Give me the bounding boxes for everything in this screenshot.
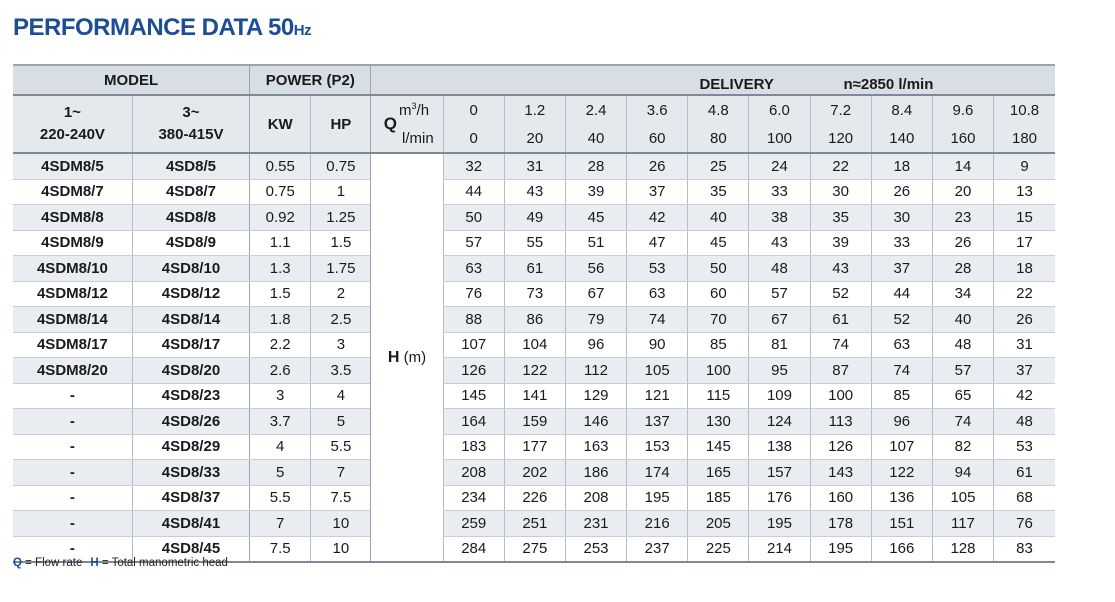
head-value: 164 bbox=[443, 409, 504, 435]
head-value: 61 bbox=[810, 307, 871, 333]
head-value: 35 bbox=[688, 179, 749, 205]
q-lmin-cell: 180 bbox=[994, 124, 1055, 153]
head-value: 37 bbox=[871, 256, 932, 282]
head-value: 70 bbox=[688, 307, 749, 333]
head-value: 74 bbox=[932, 409, 993, 435]
volt1-label: 220-240V bbox=[39, 126, 105, 143]
delivery-label: DELIVERY bbox=[699, 75, 774, 93]
head-value: 183 bbox=[443, 434, 504, 460]
head-value: 83 bbox=[994, 536, 1055, 562]
head-label-cell bbox=[371, 153, 443, 562]
page-title bbox=[13, 14, 311, 42]
head-value: 195 bbox=[749, 511, 810, 537]
q-lmin-cell: 0 bbox=[443, 124, 504, 153]
head-value: 85 bbox=[688, 332, 749, 358]
model-three-phase: 4SD8/5 bbox=[132, 153, 249, 179]
kw-header: KW bbox=[250, 95, 311, 153]
head-value: 79 bbox=[565, 307, 626, 333]
head-value: 105 bbox=[932, 485, 993, 511]
power-kw: 0.92 bbox=[250, 205, 311, 231]
power-kw: 5.5 bbox=[250, 485, 311, 511]
head-value: 234 bbox=[443, 485, 504, 511]
model-three-phase: 4SD8/33 bbox=[132, 460, 249, 486]
head-value: 176 bbox=[749, 485, 810, 511]
h-unit: (m) bbox=[403, 348, 427, 366]
head-value: 159 bbox=[504, 409, 565, 435]
model-three-phase: 4SD8/17 bbox=[132, 332, 249, 358]
q-lmin-cell: 80 bbox=[688, 124, 749, 153]
head-value: 112 bbox=[565, 358, 626, 384]
model-single-phase: 4SDM8/7 bbox=[13, 179, 132, 205]
head-value: 165 bbox=[688, 460, 749, 486]
q-m3h-cell: 0 bbox=[443, 95, 504, 124]
head-value: 26 bbox=[627, 153, 688, 179]
head-value: 32 bbox=[443, 153, 504, 179]
head-value: 18 bbox=[994, 256, 1055, 282]
head-value: 24 bbox=[749, 153, 810, 179]
table-row bbox=[13, 205, 1055, 231]
power-hp: 5 bbox=[311, 409, 371, 435]
q-m3h-cell: 10.8 bbox=[994, 95, 1055, 124]
head-value: 124 bbox=[749, 409, 810, 435]
power-hp: 2 bbox=[311, 281, 371, 307]
head-value: 122 bbox=[871, 460, 932, 486]
head-value: 48 bbox=[749, 256, 810, 282]
head-value: 51 bbox=[565, 230, 626, 256]
head-value: 107 bbox=[871, 434, 932, 460]
head-value: 60 bbox=[688, 281, 749, 307]
header-row-m3h bbox=[13, 95, 1055, 124]
head-value: 117 bbox=[932, 511, 993, 537]
head-value: 128 bbox=[932, 536, 993, 562]
head-value: 82 bbox=[932, 434, 993, 460]
footer-q-text: = Flow rate bbox=[21, 557, 83, 569]
head-value: 35 bbox=[810, 205, 871, 231]
head-value: 85 bbox=[871, 383, 932, 409]
head-value: 94 bbox=[932, 460, 993, 486]
q-m3h-cell: 9.6 bbox=[932, 95, 993, 124]
head-value: 225 bbox=[688, 536, 749, 562]
head-value: 14 bbox=[932, 153, 993, 179]
head-value: 129 bbox=[565, 383, 626, 409]
head-value: 22 bbox=[810, 153, 871, 179]
model-single-phase: 4SDM8/10 bbox=[13, 256, 132, 282]
power-kw: 1.3 bbox=[250, 256, 311, 282]
head-value: 49 bbox=[504, 205, 565, 231]
head-value: 18 bbox=[871, 153, 932, 179]
power-hp: 5.5 bbox=[311, 434, 371, 460]
head-value: 237 bbox=[627, 536, 688, 562]
head-value: 26 bbox=[871, 179, 932, 205]
head-value: 151 bbox=[871, 511, 932, 537]
hp-header: HP bbox=[311, 95, 371, 153]
head-value: 17 bbox=[994, 230, 1055, 256]
head-value: 208 bbox=[565, 485, 626, 511]
head-value: 57 bbox=[932, 358, 993, 384]
head-value: 65 bbox=[932, 383, 993, 409]
table-row bbox=[13, 460, 1055, 486]
power-hp: 7 bbox=[311, 460, 371, 486]
q-m3h-cell: 6.0 bbox=[749, 95, 810, 124]
table-body bbox=[13, 65, 1055, 562]
head-value: 44 bbox=[443, 179, 504, 205]
head-value: 81 bbox=[749, 332, 810, 358]
power-kw: 0.55 bbox=[250, 153, 311, 179]
table-row bbox=[13, 230, 1055, 256]
q-m3h-cell: 7.2 bbox=[810, 95, 871, 124]
head-value: 109 bbox=[749, 383, 810, 409]
table-row bbox=[13, 485, 1055, 511]
table-row bbox=[13, 179, 1055, 205]
head-value: 67 bbox=[749, 307, 810, 333]
model-three-phase: 4SD8/8 bbox=[132, 205, 249, 231]
power-hp: 3.5 bbox=[311, 358, 371, 384]
head-value: 23 bbox=[932, 205, 993, 231]
head-value: 205 bbox=[688, 511, 749, 537]
unit-m3h-sup: 3 bbox=[411, 101, 417, 111]
head-value: 33 bbox=[871, 230, 932, 256]
head-value: 74 bbox=[810, 332, 871, 358]
head-value: 284 bbox=[443, 536, 504, 562]
head-value: 107 bbox=[443, 332, 504, 358]
power-hp: 7.5 bbox=[311, 485, 371, 511]
title-hz: Hz bbox=[293, 22, 312, 39]
head-value: 55 bbox=[504, 230, 565, 256]
model-single-phase: 4SDM8/17 bbox=[13, 332, 132, 358]
head-value: 42 bbox=[994, 383, 1055, 409]
model-three-phase: 4SD8/10 bbox=[132, 256, 249, 282]
single-phase-header bbox=[13, 95, 132, 153]
power-hp: 10 bbox=[311, 536, 371, 562]
table-row bbox=[13, 434, 1055, 460]
model-single-phase: - bbox=[13, 409, 132, 435]
table-row bbox=[13, 153, 1055, 179]
head-value: 73 bbox=[504, 281, 565, 307]
head-value: 121 bbox=[627, 383, 688, 409]
head-value: 43 bbox=[810, 256, 871, 282]
power-kw: 1.8 bbox=[250, 307, 311, 333]
q-lmin-cell: 40 bbox=[565, 124, 626, 153]
head-value: 143 bbox=[810, 460, 871, 486]
head-value: 130 bbox=[688, 409, 749, 435]
head-value: 53 bbox=[627, 256, 688, 282]
head-value: 45 bbox=[565, 205, 626, 231]
power-hp: 2.5 bbox=[311, 307, 371, 333]
head-value: 100 bbox=[688, 358, 749, 384]
head-value: 9 bbox=[994, 153, 1055, 179]
model-three-phase: 4SD8/14 bbox=[132, 307, 249, 333]
speed-label: n≈2850 l/min bbox=[843, 75, 934, 93]
q-m3h-cell: 1.2 bbox=[504, 95, 565, 124]
head-value: 26 bbox=[932, 230, 993, 256]
volt3-label: 380-415V bbox=[158, 126, 224, 143]
model-three-phase: 4SD8/26 bbox=[132, 409, 249, 435]
power-kw: 2.2 bbox=[250, 332, 311, 358]
power-kw: 1.5 bbox=[250, 281, 311, 307]
head-value: 34 bbox=[932, 281, 993, 307]
head-value: 208 bbox=[443, 460, 504, 486]
head-value: 53 bbox=[994, 434, 1055, 460]
head-value: 259 bbox=[443, 511, 504, 537]
power-kw: 3 bbox=[250, 383, 311, 409]
three-phase-header bbox=[132, 95, 249, 153]
power-kw: 5 bbox=[250, 460, 311, 486]
q-lmin-cell: 60 bbox=[627, 124, 688, 153]
power-hp: 1 bbox=[311, 179, 371, 205]
head-value: 43 bbox=[504, 179, 565, 205]
head-value: 63 bbox=[443, 256, 504, 282]
model-single-phase: - bbox=[13, 485, 132, 511]
head-value: 31 bbox=[504, 153, 565, 179]
q-symbol: Q bbox=[371, 95, 399, 153]
head-value: 50 bbox=[443, 205, 504, 231]
head-value: 104 bbox=[504, 332, 565, 358]
head-value: 87 bbox=[810, 358, 871, 384]
table-row bbox=[13, 358, 1055, 384]
performance-table bbox=[13, 64, 1055, 563]
head-value: 52 bbox=[871, 307, 932, 333]
head-value: 74 bbox=[871, 358, 932, 384]
head-value: 40 bbox=[932, 307, 993, 333]
head-value: 153 bbox=[627, 434, 688, 460]
table-row bbox=[13, 332, 1055, 358]
head-value: 67 bbox=[565, 281, 626, 307]
head-value: 160 bbox=[810, 485, 871, 511]
head-value: 28 bbox=[932, 256, 993, 282]
unit-lmin: l/min bbox=[399, 124, 443, 153]
title-text: PERFORMANCE DATA 50 bbox=[13, 14, 294, 41]
table-row bbox=[13, 409, 1055, 435]
power-kw: 0.75 bbox=[250, 179, 311, 205]
q-m3h-cell: 8.4 bbox=[871, 95, 932, 124]
table-row bbox=[13, 511, 1055, 537]
head-value: 37 bbox=[627, 179, 688, 205]
table-row bbox=[13, 383, 1055, 409]
head-value: 15 bbox=[994, 205, 1055, 231]
model-three-phase: 4SD8/20 bbox=[132, 358, 249, 384]
power-kw: 2.6 bbox=[250, 358, 311, 384]
q-lmin-cell: 140 bbox=[871, 124, 932, 153]
head-value: 166 bbox=[871, 536, 932, 562]
head-value: 145 bbox=[688, 434, 749, 460]
power-hp: 10 bbox=[311, 511, 371, 537]
head-value: 226 bbox=[504, 485, 565, 511]
model-single-phase: - bbox=[13, 460, 132, 486]
head-value: 86 bbox=[504, 307, 565, 333]
head-value: 105 bbox=[627, 358, 688, 384]
head-value: 137 bbox=[627, 409, 688, 435]
head-value: 56 bbox=[565, 256, 626, 282]
table-row bbox=[13, 281, 1055, 307]
head-value: 275 bbox=[504, 536, 565, 562]
head-value: 146 bbox=[565, 409, 626, 435]
table-row bbox=[13, 307, 1055, 333]
head-value: 231 bbox=[565, 511, 626, 537]
head-value: 136 bbox=[871, 485, 932, 511]
head-value: 216 bbox=[627, 511, 688, 537]
head-value: 251 bbox=[504, 511, 565, 537]
head-value: 157 bbox=[749, 460, 810, 486]
head-value: 76 bbox=[443, 281, 504, 307]
model-single-phase: 4SDM8/9 bbox=[13, 230, 132, 256]
q-m3h-cell: 3.6 bbox=[627, 95, 688, 124]
footer-q-symbol: Q bbox=[13, 557, 22, 569]
head-value: 44 bbox=[871, 281, 932, 307]
model-single-phase: 4SDM8/8 bbox=[13, 205, 132, 231]
head-value: 26 bbox=[994, 307, 1055, 333]
head-value: 42 bbox=[627, 205, 688, 231]
model-single-phase: 4SDM8/20 bbox=[13, 358, 132, 384]
head-value: 68 bbox=[994, 485, 1055, 511]
model-three-phase: 4SD8/23 bbox=[132, 383, 249, 409]
model-three-phase: 4SD8/29 bbox=[132, 434, 249, 460]
power-header: POWER (P2) bbox=[250, 65, 371, 95]
head-value: 96 bbox=[565, 332, 626, 358]
head-value: 47 bbox=[627, 230, 688, 256]
footer-legend bbox=[13, 557, 228, 569]
delivery-header bbox=[371, 65, 1055, 95]
h-symbol: H bbox=[387, 348, 400, 366]
model-single-phase: - bbox=[13, 511, 132, 537]
model-single-phase: - bbox=[13, 383, 132, 409]
head-value: 138 bbox=[749, 434, 810, 460]
head-value: 163 bbox=[565, 434, 626, 460]
unit-m3h bbox=[399, 95, 443, 124]
head-value: 48 bbox=[994, 409, 1055, 435]
table-row bbox=[13, 256, 1055, 282]
model-three-phase: 4SD8/37 bbox=[132, 485, 249, 511]
head-value: 90 bbox=[627, 332, 688, 358]
head-value: 37 bbox=[994, 358, 1055, 384]
footer-h-symbol: H bbox=[90, 557, 99, 569]
head-value: 61 bbox=[504, 256, 565, 282]
power-hp: 0.75 bbox=[311, 153, 371, 179]
head-value: 122 bbox=[504, 358, 565, 384]
phase1-label: 1~ bbox=[63, 104, 81, 121]
head-value: 57 bbox=[443, 230, 504, 256]
head-value: 95 bbox=[749, 358, 810, 384]
q-lmin-cell: 20 bbox=[504, 124, 565, 153]
power-hp: 4 bbox=[311, 383, 371, 409]
head-value: 52 bbox=[810, 281, 871, 307]
model-single-phase: 4SDM8/14 bbox=[13, 307, 132, 333]
head-value: 22 bbox=[994, 281, 1055, 307]
model-three-phase: 4SD8/12 bbox=[132, 281, 249, 307]
head-value: 253 bbox=[565, 536, 626, 562]
q-m3h-cell: 4.8 bbox=[688, 95, 749, 124]
head-value: 39 bbox=[810, 230, 871, 256]
power-kw: 1.1 bbox=[250, 230, 311, 256]
head-value: 195 bbox=[810, 536, 871, 562]
head-value: 74 bbox=[627, 307, 688, 333]
footer-h-text: = Total manometric head bbox=[98, 557, 228, 569]
head-value: 185 bbox=[688, 485, 749, 511]
q-lmin-cell: 160 bbox=[932, 124, 993, 153]
head-value: 20 bbox=[932, 179, 993, 205]
head-value: 13 bbox=[994, 179, 1055, 205]
head-value: 214 bbox=[749, 536, 810, 562]
head-value: 28 bbox=[565, 153, 626, 179]
head-value: 202 bbox=[504, 460, 565, 486]
power-hp: 3 bbox=[311, 332, 371, 358]
head-value: 195 bbox=[627, 485, 688, 511]
head-value: 145 bbox=[443, 383, 504, 409]
head-value: 30 bbox=[871, 205, 932, 231]
head-value: 25 bbox=[688, 153, 749, 179]
power-kw: 7 bbox=[250, 511, 311, 537]
unit-m3h-base: m bbox=[399, 102, 412, 119]
head-value: 48 bbox=[932, 332, 993, 358]
head-value: 45 bbox=[688, 230, 749, 256]
head-value: 39 bbox=[565, 179, 626, 205]
power-kw: 7.5 bbox=[250, 536, 311, 562]
head-value: 100 bbox=[810, 383, 871, 409]
head-value: 57 bbox=[749, 281, 810, 307]
q-lmin-cell: 100 bbox=[749, 124, 810, 153]
model-single-phase: 4SDM8/12 bbox=[13, 281, 132, 307]
model-single-phase: - bbox=[13, 434, 132, 460]
power-hp: 1.75 bbox=[311, 256, 371, 282]
head-value: 178 bbox=[810, 511, 871, 537]
head-value: 31 bbox=[994, 332, 1055, 358]
header-row-groups bbox=[13, 65, 1055, 95]
head-value: 126 bbox=[810, 434, 871, 460]
head-value: 174 bbox=[627, 460, 688, 486]
model-header: MODEL bbox=[13, 65, 250, 95]
head-value: 50 bbox=[688, 256, 749, 282]
model-single-phase: 4SDM8/5 bbox=[13, 153, 132, 179]
head-value: 40 bbox=[688, 205, 749, 231]
q-lmin-cell: 120 bbox=[810, 124, 871, 153]
head-value: 30 bbox=[810, 179, 871, 205]
power-hp: 1.5 bbox=[311, 230, 371, 256]
unit-m3h-tail: /h bbox=[416, 102, 430, 119]
head-value: 38 bbox=[749, 205, 810, 231]
head-value: 76 bbox=[994, 511, 1055, 537]
head-value: 61 bbox=[994, 460, 1055, 486]
model-three-phase: 4SD8/45 bbox=[132, 536, 249, 562]
model-three-phase: 4SD8/7 bbox=[132, 179, 249, 205]
head-value: 63 bbox=[627, 281, 688, 307]
power-kw: 3.7 bbox=[250, 409, 311, 435]
head-value: 88 bbox=[443, 307, 504, 333]
model-three-phase: 4SD8/41 bbox=[132, 511, 249, 537]
power-hp: 1.25 bbox=[311, 205, 371, 231]
head-value: 33 bbox=[749, 179, 810, 205]
head-value: 177 bbox=[504, 434, 565, 460]
phase3-label: 3~ bbox=[182, 104, 200, 121]
model-single-phase: - bbox=[13, 536, 132, 562]
model-three-phase: 4SD8/9 bbox=[132, 230, 249, 256]
head-value: 186 bbox=[565, 460, 626, 486]
q-m3h-cell: 2.4 bbox=[565, 95, 626, 124]
head-value: 96 bbox=[871, 409, 932, 435]
head-value: 126 bbox=[443, 358, 504, 384]
head-value: 115 bbox=[688, 383, 749, 409]
head-value: 43 bbox=[749, 230, 810, 256]
head-value: 63 bbox=[871, 332, 932, 358]
power-kw: 4 bbox=[250, 434, 311, 460]
head-value: 113 bbox=[810, 409, 871, 435]
head-value: 141 bbox=[504, 383, 565, 409]
